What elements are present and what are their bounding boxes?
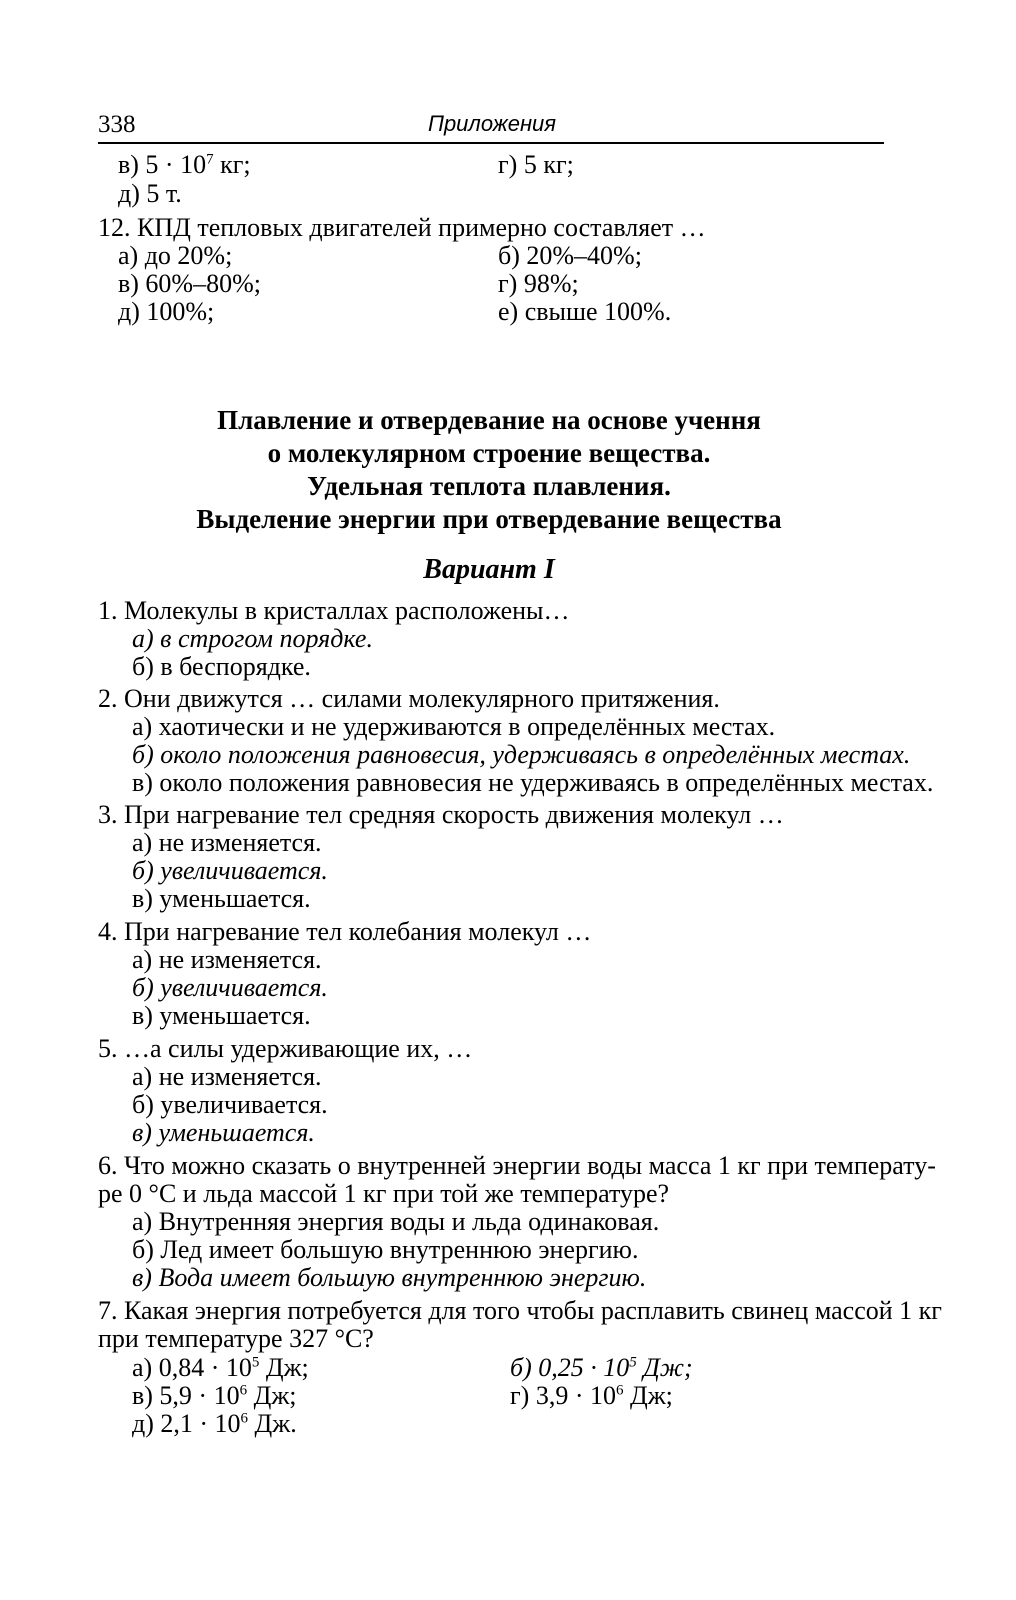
q1-option-a: а) в строгом порядке. [132, 624, 373, 653]
q3-option-v: в) уменьшается. [132, 884, 311, 913]
q11-option-v: в) $5 \cdot 10^7$ кг; [118, 150, 251, 179]
section-heading-line-3: Удельная теплота плавления. [307, 471, 671, 501]
q12-option-a: а) до 20%; [118, 241, 233, 270]
q2-option-a: а) хаотически и не удерживаются в определённых местах. [132, 712, 776, 741]
q7-question-line-2: при температуре 327 °С? [98, 1324, 374, 1353]
q12-option-d: д) 100%; [118, 297, 215, 326]
q2-option-b: б) около положения равновесия, удерживаясь в определённых местах. [132, 740, 911, 769]
q1-question: 1. Молекулы в кристаллах расположены… [98, 596, 570, 625]
section-heading-line-1: Плавление и отвердевание на основе учення [217, 405, 761, 435]
variant-title: Вариант I [423, 554, 555, 585]
running-title: Приложения [428, 111, 557, 136]
q12-option-g: г) 98%; [498, 269, 579, 298]
q4-option-b: б) увеличивается. [132, 973, 328, 1002]
page-number: 338 [98, 111, 136, 138]
q4-option-a: а) не изменяется. [132, 945, 322, 974]
q6-option-b: б) Лед имеет большую внутреннюю энергию. [132, 1235, 639, 1264]
q3-option-b: б) увеличивается. [132, 856, 328, 885]
header-rule [98, 142, 884, 144]
q12-option-v: в) 60%–80%; [118, 269, 261, 298]
q5-option-v: в) уменьшается. [132, 1118, 315, 1147]
q7-question-line-1: 7. Какая энергия потребуется для того чтобы расплавить свинец массой 1 кг [98, 1296, 942, 1325]
q5-option-b: б) увеличивается. [132, 1090, 328, 1119]
q12-option-b: б) 20%–40%; [498, 241, 642, 270]
q11-option-d: д) 5 т. [118, 179, 182, 208]
q6-question-line-2: ре 0 °С и льда массой 1 кг при той же температуре? [98, 1179, 670, 1208]
section-heading-line-2: о молекулярном строение вещества. [267, 438, 711, 468]
q2-option-v: в) около положения равновесия не удерживаясь в определённых местах. [132, 768, 934, 797]
q5-option-a: а) не изменяется. [132, 1062, 322, 1091]
q3-question: 3. При нагревание тел средняя скорость движения молекул … [98, 800, 784, 829]
q7-option-v: в) $5,9 \cdot 10^6$ Дж; [132, 1381, 297, 1410]
q7-option-a: а) $0,84 \cdot 10^5$ Дж; [132, 1353, 309, 1382]
q6-option-a: а) Внутренняя энергия воды и льда одинаковая. [132, 1207, 660, 1236]
q4-question: 4. При нагревание тел колебания молекул … [98, 917, 592, 946]
section-heading-line-4: Выделение энергии при отвердевание вещества [196, 504, 782, 534]
q7-option-b: б) $0,25 \cdot 10^5$ Дж; [510, 1353, 693, 1382]
q2-question: 2. Они движутся … силами молекулярного притяжения. [98, 684, 720, 713]
q12-option-e: е) свыше 100%. [498, 297, 672, 326]
q7-option-g: г) $3,9 \cdot 10^6$ Дж; [510, 1381, 673, 1410]
q1-option-b: б) в беспорядке. [132, 652, 311, 681]
q11-option-g: г) 5 кг; [498, 150, 574, 179]
q6-option-v: в) Вода имеет большую внутреннюю энергию. [132, 1263, 647, 1292]
q7-option-d: д) $2,1 \cdot 10^6$ Дж. [132, 1409, 297, 1438]
q5-question: 5. …а силы удерживающие их, … [98, 1034, 473, 1063]
q4-option-v: в) уменьшается. [132, 1001, 311, 1030]
q6-question-line-1: 6. Что можно сказать о внутренней энергии воды масса 1 кг при температу- [98, 1151, 936, 1180]
q12-question: 12. КПД тепловых двигателей примерно составляет … [98, 213, 706, 242]
q3-option-a: а) не изменяется. [132, 828, 322, 857]
